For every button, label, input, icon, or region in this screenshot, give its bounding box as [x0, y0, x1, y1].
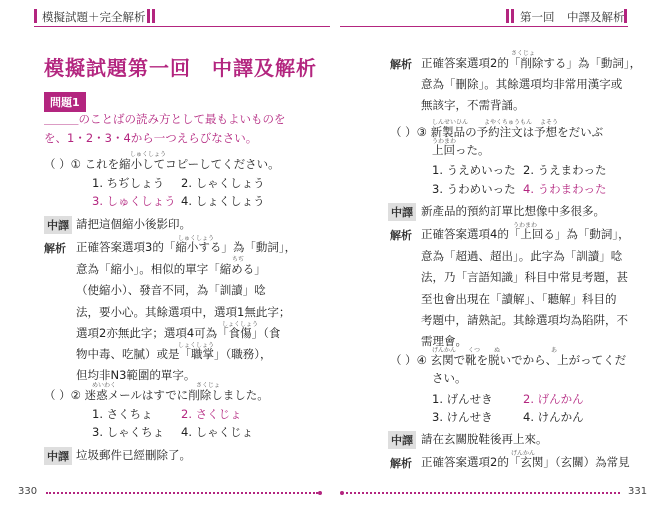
- header-left-bar-2: [147, 9, 150, 23]
- q1-analysis-line-2: 意為「縮小」。相似的單字「縮める」: [76, 262, 266, 276]
- q2-option-4: 4. しゃくじょ: [181, 425, 254, 439]
- q1-analysis-line-5: 選項2亦無此字；選項4可為「食傷」（食: [76, 326, 281, 340]
- q3-analysis-line-4: 至也會出現在「讀解」、「聽解」科目的: [421, 292, 617, 306]
- footer-dotted-rule-left: [46, 492, 318, 494]
- header-book-title: 模擬試題＋完全解析: [42, 10, 146, 24]
- q2-ruby-2: さくじょ: [196, 382, 221, 389]
- q3-option-2: 2. うえまわった: [523, 163, 607, 177]
- q3-stem-line-2: 上回った。: [432, 143, 490, 157]
- instruction-line-1: ＿＿＿のことばの読み方として最もよいものを: [44, 112, 286, 126]
- q1-option-4: 4. しょくしょう: [181, 194, 265, 208]
- q4-translation-label: 中譯: [388, 431, 416, 449]
- q1-analysis-line-1: 正確答案選項3的「縮小する」為「動詞」，: [76, 240, 297, 254]
- q3-ruby-4: うわまわ: [432, 138, 457, 145]
- q2-analysis-line-1: 正確答案選項2的「削除する」為「動詞」，: [421, 56, 642, 70]
- q3-option-4: 4. うわまわった: [523, 182, 607, 196]
- q2-translation: 垃圾郵件已經刪除了。: [76, 448, 191, 462]
- q4-option-1: 1. げんせき: [432, 392, 493, 406]
- header-section-title: 中譯及解析: [567, 10, 625, 24]
- q1-analysis-ruby-2: ちぢ: [232, 256, 245, 263]
- q3-analysis-line-2: 意為「超過、超出」。此字為「訓讀」唸: [421, 249, 623, 263]
- q4-stem-line-1: （ ）④ 玄関で靴を脱いでから、上がってくだ: [390, 353, 627, 367]
- q3-translation-label: 中譯: [388, 203, 416, 221]
- q2-option-3: 3. しゃくちょ: [92, 425, 165, 439]
- q4-ruby-4: あ: [551, 347, 558, 354]
- q4-option-2: 2. げんかん: [523, 392, 584, 406]
- header-right-bar-1: [506, 9, 509, 23]
- q3-translation: 新產品的預約訂單比想像中多很多。: [421, 204, 605, 218]
- header-right-rule: [340, 26, 628, 27]
- q1-analysis-ruby-1: しゅくしょう: [178, 235, 215, 242]
- q3-analysis-line-6: 需理會。: [421, 334, 467, 348]
- q2-option-1: 1. さくちょ: [92, 407, 153, 421]
- q1-analysis-line-4: 法，要小心。其餘選項中，選項1無此字；: [76, 305, 291, 319]
- q3-analysis-ruby: うわまわ: [513, 222, 538, 229]
- q4-translation: 請在玄關脫鞋後再上來。: [421, 432, 548, 446]
- q4-ruby-3: ぬ: [494, 347, 501, 354]
- q1-translation-label: 中譯: [44, 216, 72, 234]
- q1-analysis-ruby-3: しょくしょう: [222, 321, 259, 328]
- q1-ruby: しゅくしょう: [130, 151, 167, 158]
- q2-analysis-ruby: さくじょ: [511, 50, 536, 57]
- footer-dot-left: [318, 491, 322, 495]
- footer-dotted-rule-right: [346, 492, 620, 494]
- q3-analysis-line-3: 法，乃「言語知識」科目中常見考題，甚: [421, 270, 628, 284]
- q2-translation-label: 中譯: [44, 447, 72, 465]
- q1-stem: （ ）① これを縮小してコピーしてください。: [44, 157, 280, 171]
- page-number-right: 331: [628, 486, 648, 497]
- q4-analysis-line-1: 正確答案選項2的「玄関」（玄關）為常見: [421, 455, 630, 469]
- q4-analysis-label: 解析: [390, 457, 412, 470]
- q1-option-2: 2. しゃくしょう: [181, 176, 265, 190]
- instruction-line-2: を、1・2・3・4から一つえらびなさい。: [44, 131, 258, 145]
- header-right-bar-3: [624, 9, 627, 23]
- header-section: 第一回: [520, 10, 555, 24]
- q1-option-3: 3. しゅくしょう: [92, 194, 176, 208]
- q4-stem-line-2: さい。: [432, 371, 467, 385]
- q1-analysis-line-7: 但均非N3範圍的單字。: [76, 368, 196, 382]
- q2-analysis-line-2: 意為「刪除」。其餘選項均非常用漢字或: [421, 77, 623, 91]
- header-left-bar-1: [34, 9, 37, 23]
- q4-option-4: 4. けんかん: [523, 410, 584, 424]
- q2-ruby-1: めいわく: [92, 382, 117, 389]
- q2-analysis-label: 解析: [390, 58, 412, 71]
- q3-ruby-1: しんせいひん: [432, 119, 469, 126]
- q3-analysis-line-1: 正確答案選項4的「上回る」為「動詞」，: [421, 227, 630, 241]
- q2-analysis-line-3: 無該字，不需背誦。: [421, 98, 525, 112]
- q4-analysis-ruby: げんかん: [511, 450, 536, 457]
- q3-option-3: 3. うわめいった: [432, 182, 516, 196]
- q3-analysis-label: 解析: [390, 229, 412, 242]
- header-left-rule: [34, 26, 330, 27]
- page-number-left: 330: [18, 486, 38, 497]
- q4-ruby-1: げんかん: [432, 347, 457, 354]
- q1-analysis-label: 解析: [44, 242, 66, 255]
- q4-option-3: 3. けんせき: [432, 410, 493, 424]
- q3-ruby-2: よやくちゅうもん: [484, 119, 533, 126]
- q3-option-1: 1. うえめいった: [432, 163, 516, 177]
- q3-analysis-line-5: 考題中，請熟記。其餘選項均為陷阱，不: [421, 313, 628, 327]
- q1-analysis-ruby-4: しょくしょう: [178, 342, 215, 349]
- q3-stem-line-1: （ ）③ 新製品の予約注文は予想をだいぶ: [390, 125, 604, 139]
- footer-dot-right: [340, 491, 344, 495]
- header-right-bar-2: [511, 9, 514, 23]
- q2-stem: （ ）② 迷惑メールはすでに削除しました。: [44, 388, 269, 402]
- q2-option-2: 2. さくじょ: [181, 407, 242, 421]
- question-badge: 問題1: [44, 92, 86, 112]
- header-left-bar-3: [152, 9, 155, 23]
- q1-analysis-line-3: （使縮小）、發音不同，為「訓讀」唸: [76, 283, 266, 297]
- q3-ruby-3: よそう: [540, 119, 559, 126]
- q1-translation: 請把這個縮小後影印。: [76, 217, 191, 231]
- q1-analysis-line-6: 物中毒、吃膩）或是「職掌」（職務），: [76, 347, 272, 361]
- q1-option-1: 1. ちぢしょう: [92, 176, 165, 190]
- q4-ruby-2: くつ: [468, 347, 481, 354]
- page-title: 模擬試題第一回 中譯及解析: [44, 56, 317, 80]
